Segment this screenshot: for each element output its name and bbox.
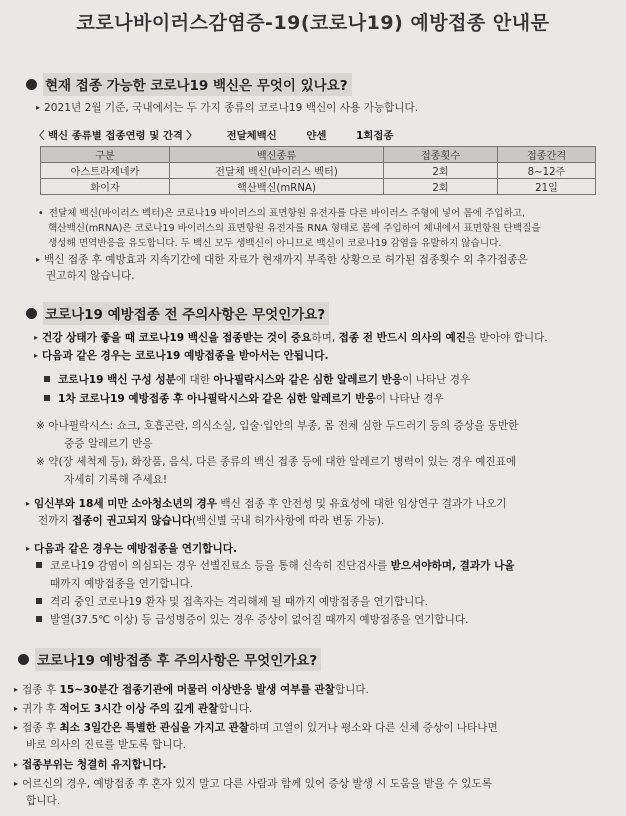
- square-bullet-icon: [44, 395, 50, 401]
- table-cell: 아스트라제네카: [41, 163, 170, 179]
- triangle-bullet-icon: ▸: [14, 760, 19, 769]
- triangle-bullet-icon: ▸: [14, 779, 19, 788]
- note-line: 권고하지 않습니다.: [46, 270, 135, 282]
- table-header: 접종횟수: [384, 147, 498, 163]
- table-row: [41, 163, 596, 179]
- table-cell: 2회: [384, 163, 498, 179]
- footnote: ※ 약(장 세척제 등), 화장품, 음식, 다른 종류의 백신 접종 등에 대한 알레르기 병력이 있는 경우 예진표에: [36, 456, 517, 468]
- table-cell: 2회: [384, 179, 498, 195]
- paragraph-pregnant-minors-cont: 전까지 접종이 권고되지 않습니다(백신별 국내 허가사항에 따라 변동 가능).: [38, 515, 385, 527]
- note-line: • 전달체 백신(바이러스 벡터)은 코로나19 바이러스의 표면항원 유전자를 다른 바이러스 주형에 넣어 몸에 주입하고,: [38, 208, 526, 219]
- note-line: 핵산백신(mRNA)은 코로나19 바이러스의 표면항원 유전자를 RNA 형태로 몸에 주입하여 체내에서 표면항원 단백질을: [48, 223, 541, 234]
- list-item: 1차 코로나19 예방접종 후 아나필락시스와 같은 심한 알레르기 반응이 나타난 경우: [44, 391, 444, 408]
- paragraph-observe-3days-cont: 바로 의사의 진료를 받도록 합니다.: [26, 739, 187, 751]
- triangle-bullet-icon: ▸: [14, 704, 19, 713]
- footnote: ※ 아나필락시스: 쇼크, 호흡곤란, 의식소실, 입술·입안의 부종, 몸 전체 심한 두드러기 등의 증상을 동반한: [36, 420, 519, 432]
- paragraph-contraindications: ▸ 다음과 같은 경우는 코로나19 예방접종을 받아서는 안됩니다.: [34, 350, 329, 362]
- triangle-bullet-icon: ▸: [26, 544, 31, 553]
- intro-text: ▸ 2021년 2월 기준, 국내에서는 두 가지 종류의 코로나19 백신이 사용 가능합니다.: [36, 102, 419, 114]
- paragraph-observe-3h: ▸ 귀가 후 적어도 3시간 이상 주의 깊게 관찰합니다.: [14, 703, 253, 715]
- footnote: 자세히 기록해 주세요!: [64, 474, 168, 486]
- square-bullet-icon: [44, 376, 50, 382]
- list-item: 코로나19 감염이 의심되는 경우 선별진료소 등을 통해 신속히 진단검사를 받으셔야하며, 결과가 나올: [36, 558, 515, 575]
- bullet-dot-icon: [18, 654, 29, 665]
- vaccine-table: [40, 146, 596, 195]
- table-header: 백신종류: [170, 147, 384, 163]
- list-item-cont: 때까지 예방접종을 연기합니다.: [50, 578, 194, 590]
- table-row: [41, 179, 596, 195]
- paragraph-pregnant-minors: ▸ 임신부와 18세 미만 소아청소년의 경우 백신 접종 후 안전성 및 유효성에 대한 임상연구 결과가 나오기: [26, 498, 507, 510]
- paragraph-postpone: ▸ 다음과 같은 경우는 예방접종을 연기합니다.: [26, 543, 237, 555]
- table-cell: 핵산백신(mRNA): [170, 179, 384, 195]
- triangle-bullet-icon: ▸: [34, 333, 39, 342]
- paragraph-elderly-cont: 합니다.: [26, 795, 61, 807]
- table-caption: 〈 백신 종류별 접종연령 및 간격 〉 전달체백신 얀센 1회접종: [34, 130, 394, 142]
- table-header: 접종간격: [498, 147, 596, 163]
- footnote: 중증 알레르기 반응: [64, 438, 153, 450]
- bullet-dot-icon: [26, 308, 37, 319]
- triangle-bullet-icon: ▸: [36, 103, 41, 112]
- triangle-bullet-icon: ▸: [26, 499, 31, 508]
- square-bullet-icon: [36, 616, 42, 622]
- section-heading-after-vaccination: 코로나19 예방접종 후 주의사항은 무엇인가요?: [18, 648, 321, 671]
- note-line: 생성해 면역반응을 유도합니다. 두 백신 모두 생백신이 아니므로 백신이 코로나19 감염을 유발하지 않습니다.: [48, 238, 502, 249]
- paragraph-observe-3days: ▸ 접종 후 최소 3일간은 특별한 관심을 가지고 관찰하며 고열이 있거나 평소와 다른 신체 증상이 나타나면: [14, 722, 498, 734]
- table-cell: 화이자: [41, 179, 170, 195]
- paragraph-elderly: ▸ 어르신의 경우, 예방접종 후 혼자 있지 말고 다른 사람과 함께 있어 증상 발생 시 도움을 받을 수 있도록: [14, 778, 492, 790]
- table-cell: 21일: [498, 179, 596, 195]
- section-heading-available-vaccines: 현재 접종 가능한 코로나19 백신은 무엇이 있나요?: [26, 73, 352, 96]
- table-cell: 전달체 백신(바이러스 벡터): [170, 163, 384, 179]
- triangle-bullet-icon: ▸: [34, 351, 39, 360]
- square-bullet-icon: [36, 562, 42, 568]
- triangle-bullet-icon: ▸: [14, 723, 19, 732]
- section-heading-before-vaccination: 코로나19 예방접종 전 주의사항은 무엇인가요?: [26, 302, 329, 325]
- paragraph-observe-30min: ▸ 접종 후 15~30분간 접종기관에 머물러 이상반응 발생 여부를 관찰합니다.: [14, 684, 369, 696]
- note-line: ▸ 백신 접종 후 예방효과 지속기간에 대한 자료가 현재까지 부족한 상황으로 허가된 접종횟수 외 추가접종은: [36, 254, 528, 266]
- page-title: 코로나바이러스감염증-19(코로나19) 예방접종 안내문: [76, 12, 550, 34]
- table-cell: 8~12주: [498, 163, 596, 179]
- table-header: 구분: [41, 147, 170, 163]
- list-item: 격리 중인 코로나19 환자 및 접촉자는 격리해제 될 때까지 예방접종을 연기합니다.: [36, 594, 428, 611]
- square-bullet-icon: [36, 598, 42, 604]
- list-item: 발열(37.5℃ 이상) 등 급성병증이 있는 경우 증상이 없어질 때까지 예방접종을 연기합니다.: [36, 612, 469, 629]
- paragraph-keep-clean: ▸ 접종부위는 청결히 유지합니다.: [14, 759, 167, 771]
- table-header-row: [41, 147, 596, 163]
- triangle-bullet-icon: ▸: [36, 255, 41, 264]
- paragraph-good-health: ▸ 건강 상태가 좋을 때 코로나19 백신을 접종받는 것이 중요하며, 접종 전 반드시 의사의 예진을 받아야 합니다.: [34, 332, 548, 344]
- triangle-bullet-icon: ▸: [14, 685, 19, 694]
- bullet-dot-icon: [26, 79, 37, 90]
- list-item: 코로나19 백신 구성 성분에 대한 아나필락시스와 같은 심한 알레르기 반응이 나타난 경우: [44, 372, 470, 389]
